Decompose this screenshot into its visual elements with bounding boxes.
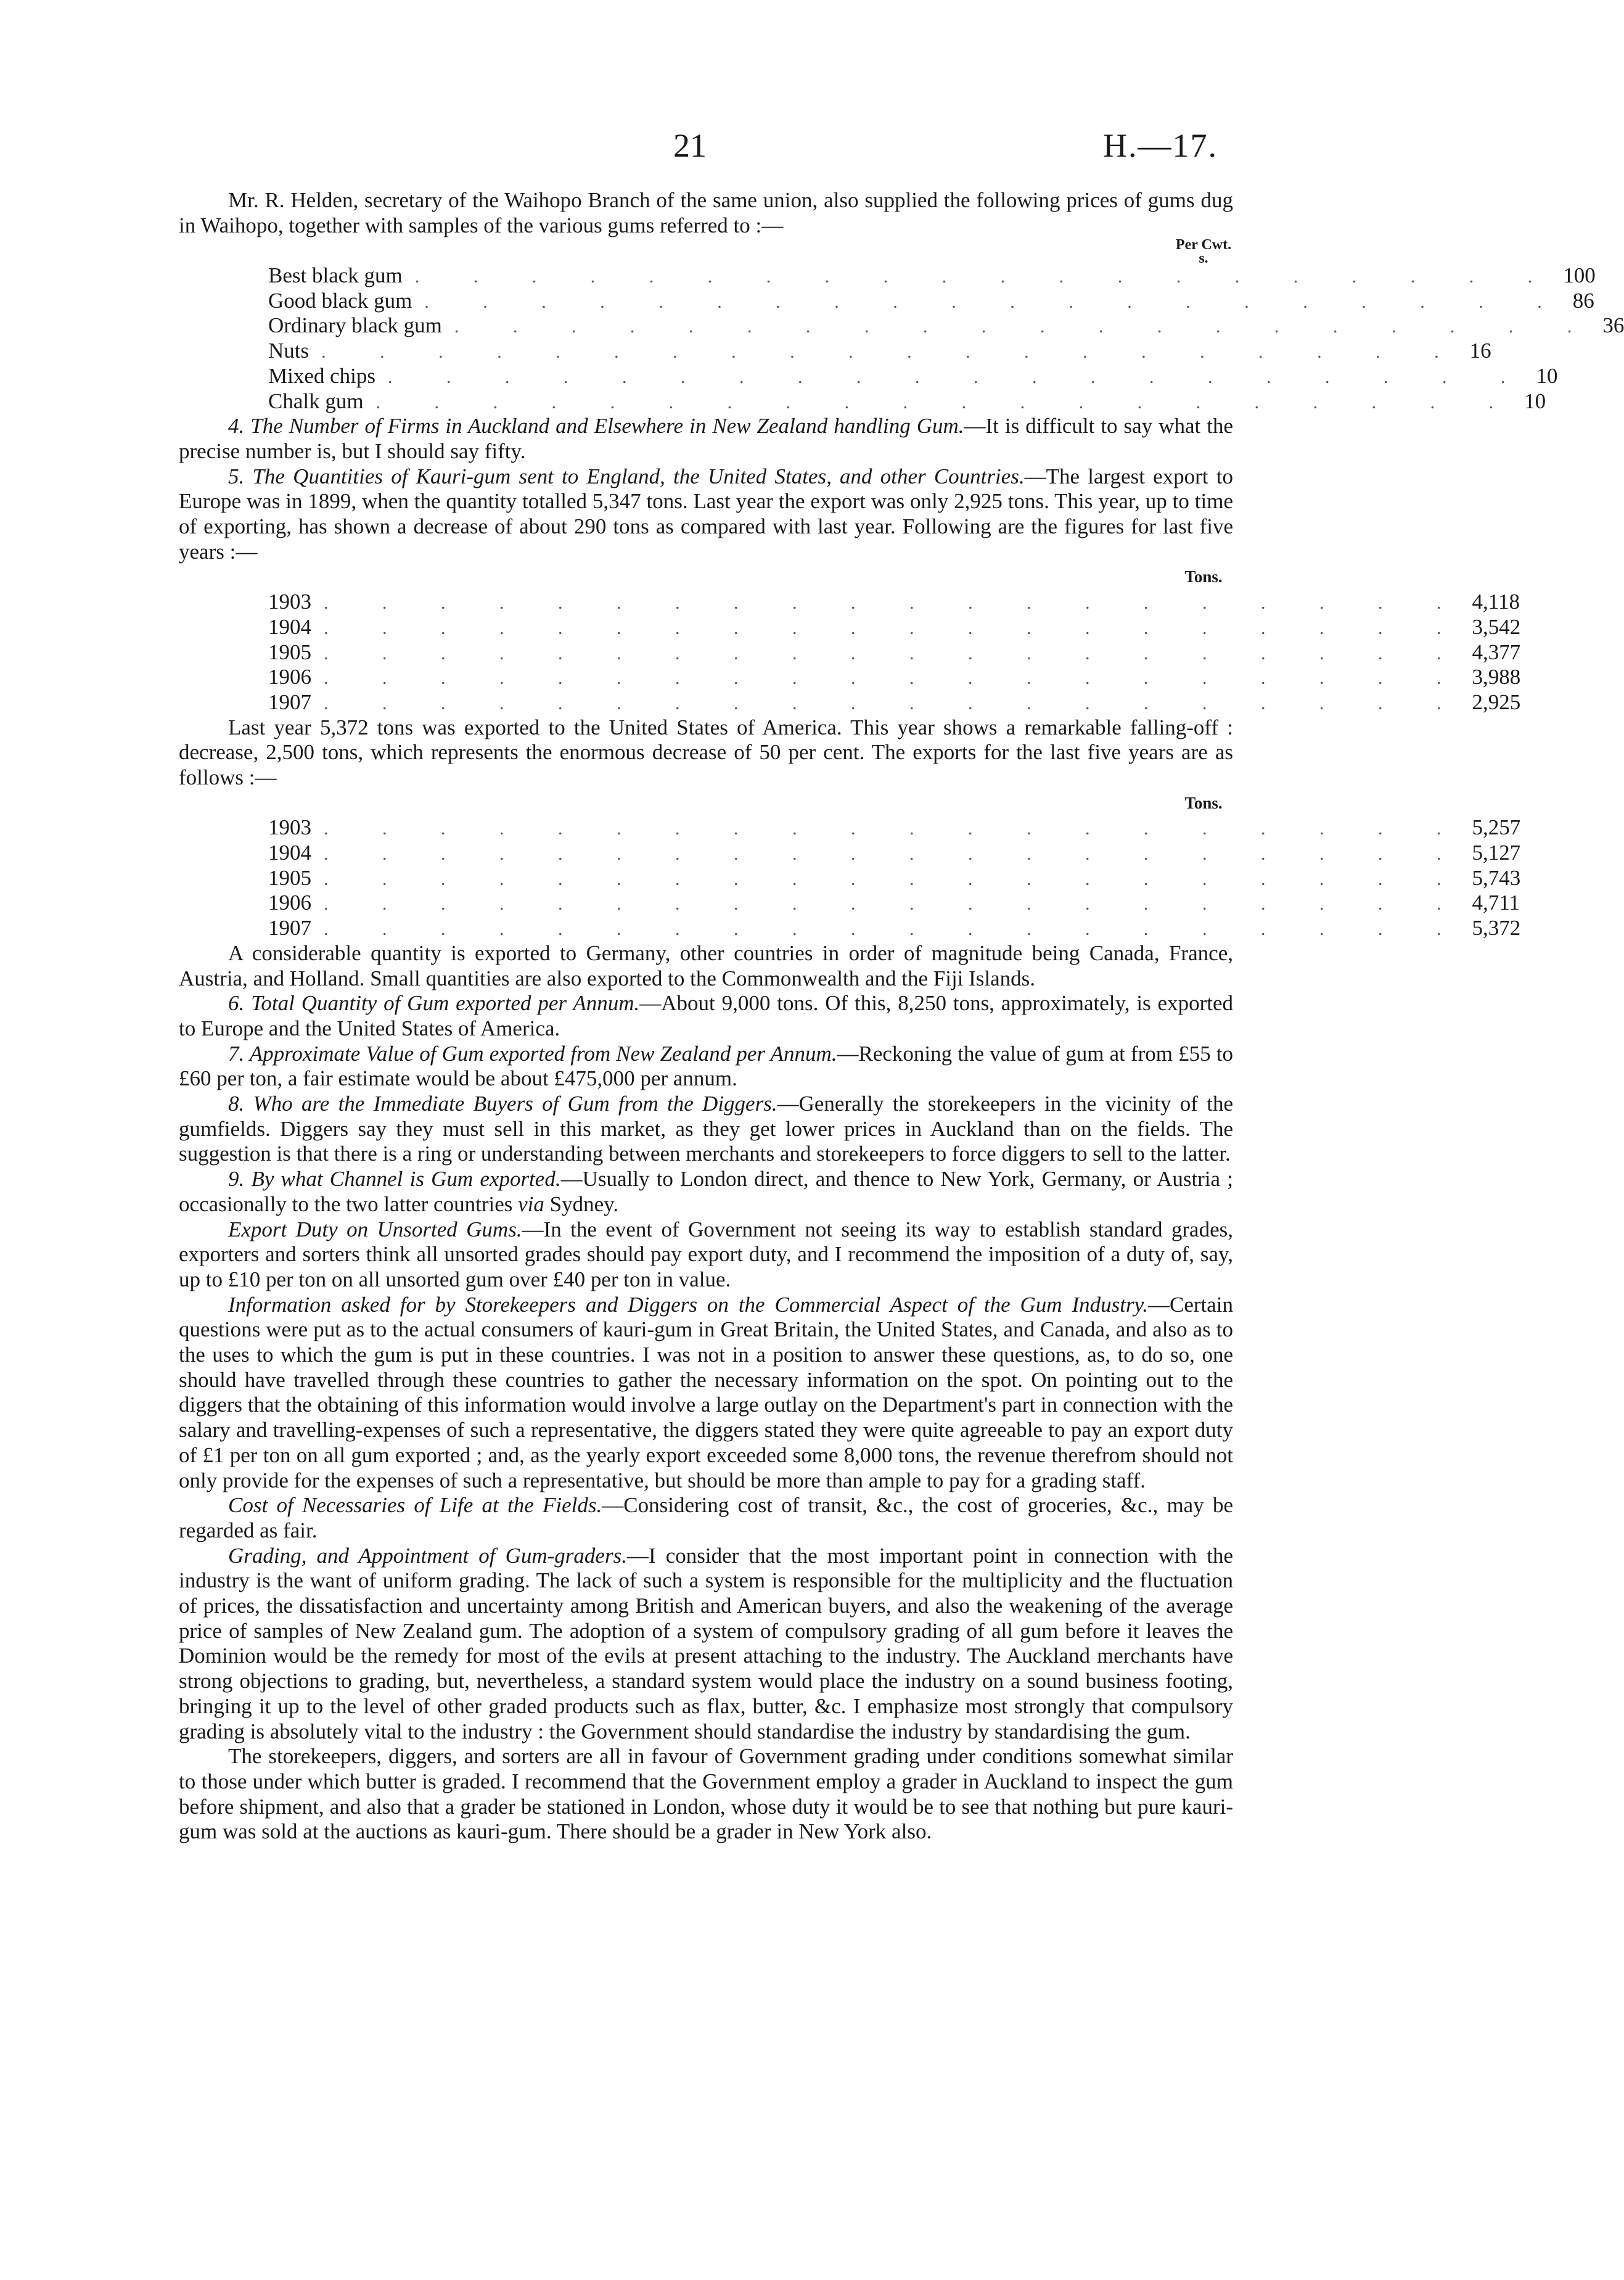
gum-price: 100 xyxy=(1563,263,1596,288)
table-row xyxy=(179,815,1521,841)
leader-dots: . . . . . . . . . . . . . . . . . . . . xyxy=(324,818,1466,839)
information-paragraph xyxy=(179,1293,1233,1494)
tons: 4,118 xyxy=(1472,590,1520,614)
gum-price: 86 xyxy=(1572,288,1594,313)
export-duty-text: —In the event of Government not seeing its way to establish standard grades, exporters and sorters think all unsorted grades should pay export duty, and I recommend the imposition of a duty of, say, up to £10 per ton on all unsorted gum over £40 per ton in value. xyxy=(179,1217,1234,1291)
gum-name: Ordinary black gum xyxy=(268,313,442,338)
year: 1907 xyxy=(268,689,311,714)
table-row xyxy=(179,363,1558,389)
information-text: —Certain questions were put as to the actual consumers of kauri-gum in Great Britain, the United States, and Canada, and also as to the uses to which the gum is put in these countries. I was not in a position to answer these questions, as, to do so, one should have travelled through these countries to gather the necessary information on the spot. On pointing out to the diggers that the obtaining of this information would involve a large outlay on the Department's part in connection with the salary and travelling-expenses of such a representative, the diggers stated they were quite agreeable to pay an export duty of £1 per ton on all gum exported ; and, as the yearly export exceeded some 8,000 tons, the revenue therefrom should not only provide for the expenses of such a representative, but should be more than ample to pay for a grading staff. xyxy=(179,1292,1233,1492)
section-7-paragraph xyxy=(179,1042,1233,1092)
section-4-title: 4. The Number of Firms in Auckland and Elsewhere in New Zealand handling Gum. xyxy=(228,414,964,438)
gum-prices-table xyxy=(179,237,1624,414)
section-8-title: 8. Who are the Immediate Buyers of Gum from the Diggers. xyxy=(228,1092,777,1116)
leader-dots: . . . . . . . . . . . . . . . . . . . . xyxy=(424,291,1567,312)
table-unit-header xyxy=(179,791,1233,816)
gum-name: Nuts xyxy=(268,339,310,363)
section-4-paragraph xyxy=(179,414,1233,464)
cost-title: Cost of Necessaries of Life at the Fields. xyxy=(228,1493,602,1518)
gum-name: Good black gum xyxy=(268,288,412,313)
section-6-title: 6. Total Quantity of Gum exported per Annum. xyxy=(228,991,640,1016)
us-exports-table xyxy=(179,791,1521,941)
cost-paragraph xyxy=(179,1493,1233,1543)
table-row xyxy=(179,916,1521,941)
section-4-text: —It is difficult to say what the precise number is, but I should say fifty. xyxy=(179,414,1233,463)
table-row xyxy=(179,288,1594,314)
table-row xyxy=(179,891,1520,916)
table-row xyxy=(179,313,1624,339)
section-9-text-end: Sydney. xyxy=(544,1191,619,1216)
tons: 5,127 xyxy=(1472,841,1521,865)
table-row xyxy=(179,665,1521,690)
leader-dots: . . . . . . . . . . . . . . . . . . . . xyxy=(324,844,1466,865)
year: 1907 xyxy=(268,916,311,940)
grading-text: —I consider that the most important point in connection with the industry is the want of uniform grading. The lack of such a system is responsible for the multiplicity and the fluctuation of prices, the dissatisfaction and uncertainty among British and American buyers, and also the weakening of the average price of samples of New Zealand gum. The adoption of a system of compulsory grading of all gum before it leaves the Dominion would be the remedy for most of the evils at present attaching to the industry. The Auckland merchants have strong objections to grading, but, nevertheless, a standard system would place the industry on a sound business footing, bringing it up to the level of other graded products such as flax, butter, &c. I emphasize most strongly that compulsory grading is absolutely vital to the industry : the Government should standardise the industry by standardising the gum. xyxy=(179,1543,1233,1743)
table-row xyxy=(179,590,1520,615)
table-row xyxy=(179,689,1521,715)
year: 1906 xyxy=(268,665,311,689)
grading-title: Grading, and Appointment of Gum-graders. xyxy=(228,1543,627,1568)
tons: 3,542 xyxy=(1472,614,1521,639)
grading-paragraph xyxy=(179,1544,1233,1745)
tons: 5,372 xyxy=(1472,916,1521,940)
leader-dots: . . . . . . . . . . . . . . . . . . . . xyxy=(324,868,1466,889)
page-body xyxy=(179,188,1624,1845)
leader-dots: . . . . . . . . . . . . . . . . . . . . xyxy=(324,668,1466,689)
section-6-paragraph xyxy=(179,991,1233,1041)
section-7-title: 7. Approximate Value of Gum exported from New Zealand per Annum. xyxy=(228,1041,837,1066)
leader-dots: . . . . . . . . . . . . . . . . . . . . xyxy=(324,593,1466,614)
information-title: Information asked for by Storekeepers and Diggers on the Commercial Aspect of the Gum Industry. xyxy=(228,1292,1148,1317)
europe-exports-table xyxy=(179,564,1521,715)
export-duty-title: Export Duty on Unsorted Gums. xyxy=(228,1217,522,1241)
leader-dots: . . . . . . . . . . . . . . . . . . . . xyxy=(454,316,1597,337)
leader-dots: . . . . . . . . . . . . . . . . . . . . xyxy=(388,366,1530,387)
year: 1904 xyxy=(268,841,311,865)
gum-name: Mixed chips xyxy=(268,363,376,388)
gum-price: 36 xyxy=(1602,313,1624,338)
section-5-text: —The largest export to Europe was in 1899, when the quantity totalled 5,347 tons. Last year the export was only 2,925 tons. This year, up to time of exporting, has shown a decrease of about 290 tons as compared with last year. Following are the figures for last five years :— xyxy=(179,464,1233,564)
subunit-label: s. xyxy=(1199,250,1208,267)
unit-label: Per Cwt. xyxy=(1175,237,1232,253)
leader-dots: . . . . . . . . . . . . . . . . . . . . xyxy=(321,342,1464,363)
year: 1904 xyxy=(268,614,311,639)
table-row xyxy=(179,841,1521,866)
gum-name: Best black gum xyxy=(268,263,403,288)
section-8-paragraph xyxy=(179,1092,1233,1167)
export-duty-paragraph xyxy=(179,1217,1233,1293)
section-8-text: —Generally the storekeepers in the vicinity of the gumfields. Diggers say they must sell in this market, as they get lower prices in Auckland than on the fields. The suggestion is that there is a ring or understanding between merchants and storekeepers to force diggers to sell to the latter. xyxy=(179,1092,1233,1166)
intro-paragraph: Mr. R. Helden, secretary of the Waihopo Branch of the same union, also supplied the following prices of gums dug in Waihopo, together with samples of the various gums referred to :— xyxy=(179,188,1233,237)
gum-price: 10 xyxy=(1524,389,1546,413)
gum-price: 16 xyxy=(1469,339,1491,363)
table-row xyxy=(179,614,1521,640)
year: 1906 xyxy=(268,891,311,915)
tons: 5,257 xyxy=(1472,815,1521,840)
cost-text: —Considering cost of transit, &c., the cost of groceries, &c., may be regarded as fair. xyxy=(179,1493,1233,1542)
table-row xyxy=(179,263,1596,289)
leader-dots: . . . . . . . . . . . . . . . . . . . . xyxy=(324,643,1466,664)
table-unit-header xyxy=(179,237,1233,267)
gum-price: 10 xyxy=(1536,363,1558,388)
table-row xyxy=(179,865,1521,891)
page-header xyxy=(0,126,1427,170)
leader-dots: . . . . . . . . . . . . . . . . . . . . xyxy=(324,894,1466,915)
year: 1905 xyxy=(268,640,311,664)
year: 1903 xyxy=(268,590,311,614)
year: 1905 xyxy=(268,865,311,890)
us-exports-paragraph: Last year 5,372 tons was exported to the United States of America. This year shows a remarkable falling-off : decrease, 2,500 tons, which represents the enormous decrease of 50 per cent. The exports for the last five years are as follows :— xyxy=(179,715,1233,789)
leader-dots: . . . . . . . . . . . . . . . . . . . . xyxy=(324,693,1466,714)
tons: 2,925 xyxy=(1472,689,1521,714)
table-row xyxy=(179,640,1521,665)
section-5-paragraph xyxy=(179,464,1233,565)
closing-paragraph: The storekeepers, diggers, and sorters are all in favour of Government grading under conditions somewhat similar to those under which butter is graded. I recommend that the Government employ a grader in Auckland to inspect the gum before shipment, and also that a grader be stationed in London, whose duty it would be to see that nothing but pure kauri-gum was sold at the auctions as kauri-gum. There should be a grader in New York also. xyxy=(179,1744,1233,1844)
leader-dots: . . . . . . . . . . . . . . . . . . . . xyxy=(414,266,1557,287)
germany-paragraph: A considerable quantity is exported to Germany, other countries in order of magnitude being Canada, France, Austria, and Holland. Small quantities are also exported to the Commonwealth and the Fiji Islands. xyxy=(179,940,1233,990)
table-unit-header xyxy=(179,564,1233,590)
gum-name: Chalk gum xyxy=(268,389,364,413)
section-5-title: 5. The Quantities of Kauri-gum sent to England, the United States, and other Countries. xyxy=(228,464,1025,488)
section-9-text: —Usually to London direct, and thence to New York, Germany, or Austria ; occasionally to the two latter countries xyxy=(179,1167,1233,1216)
via-word: via xyxy=(518,1191,544,1216)
page-number: 21 xyxy=(673,127,707,164)
table-row xyxy=(179,389,1546,414)
tons: 4,377 xyxy=(1472,640,1521,664)
section-9-paragraph xyxy=(179,1167,1233,1217)
section-7-text: —Reckoning the value of gum at from £55 to £60 per ton, a fair estimate would be about £475,000 per annum. xyxy=(179,1041,1233,1091)
tons: 4,711 xyxy=(1472,891,1520,915)
document-reference: H.—17. xyxy=(1103,127,1218,164)
year: 1903 xyxy=(268,815,311,840)
leader-dots: . . . . . . . . . . . . . . . . . . . . xyxy=(324,919,1466,940)
unit-label: Tons. xyxy=(1184,567,1223,586)
leader-dots: . . . . . . . . . . . . . . . . . . . . xyxy=(324,617,1466,638)
unit-label: Tons. xyxy=(1184,793,1223,812)
tons: 3,988 xyxy=(1472,665,1521,689)
table-row xyxy=(179,339,1491,364)
tons: 5,743 xyxy=(1472,865,1521,890)
section-6-text: —About 9,000 tons. Of this, 8,250 tons, approximately, is exported to Europe and the United States of America. xyxy=(179,991,1233,1040)
section-9-title: 9. By what Channel is Gum exported. xyxy=(228,1167,561,1191)
leader-dots: . . . . . . . . . . . . . . . . . . . . xyxy=(375,392,1519,413)
